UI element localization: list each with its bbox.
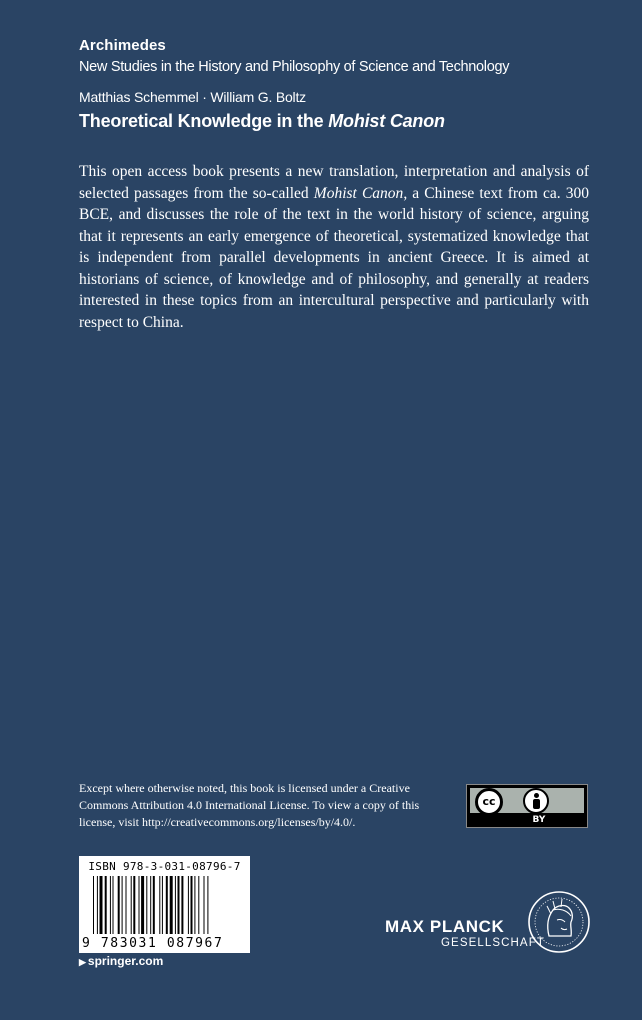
institution-sub: GESELLSCHAFT [441,937,545,949]
book-title [79,111,445,132]
barcode-bars [93,876,236,934]
institution-name: MAX PLANCK [385,917,505,936]
attribution-icon [523,788,549,814]
publisher-link[interactable] [79,954,163,968]
book-title-italic: Mohist Canon [328,111,445,131]
series-subtitle: New Studies in the History and Philosophy of Science and Technology [79,59,510,75]
abstract-part1: This open access book presents a new translation, interpretation and analysis of selected passages from the so-called [79,163,589,202]
barcode-number: 9 783031 087967 [82,936,224,951]
abstract-part2: , a Chinese text from ca. 300 BCE, and discusses the role of the text in the world history of science, arguing that it represents an early emergence of theoretical, systematized knowledge that is independent from parallel developments in ancient Greece. It is aimed at historians of science, of knowledge and of philosophy, and generally at readers interested in these topics from an intercultural perspective and particularly with respect to China. [79,184,589,331]
abstract-italic: Mohist Canon [313,184,404,202]
license-text: Except where otherwise noted, this book is licensed under a Creative Commons Attribution 4.0 International License. To view a copy of this license, visit http://creativecommons.org/licenses/by/4.0/. [79,781,420,829]
cc-icon: cc [475,788,503,816]
attribution-body [533,799,540,809]
book-abstract [79,161,589,333]
isbn-barcode [79,856,250,953]
cc-by-label: BY [532,815,546,825]
minerva-logo-icon [527,890,591,954]
attribution-head [534,793,539,798]
book-title-prefix: Theoretical Knowledge in the [79,111,329,131]
series-title: Archimedes [79,37,166,54]
book-authors: Matthias Schemmel · William G. Boltz [79,89,306,105]
triangle-right-icon: ▶ [79,957,86,967]
isbn-text: ISBN 978-3-031-08796-7 [88,860,241,873]
cc-by-badge [466,784,588,828]
publisher-url: springer.com [87,954,164,968]
